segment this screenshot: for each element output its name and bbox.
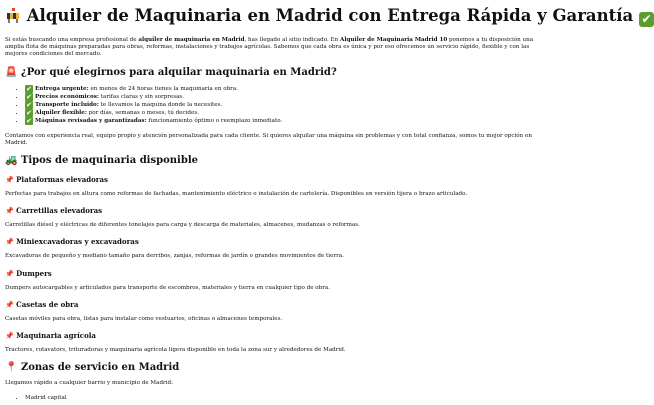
type-desc: Carretillas diésel y eléctricas de diferentes tonelajes para carga y descarga de materiales, almacenes, mudanzas o reformas. <box>5 222 360 229</box>
intro-text-3: ponemos a tu disposición una amplia flota de máquinas preparadas para obras, reformas, instalaciones y trabajos agrícolas. Sabemos que cada obra es única y por eso ofrecemos un servicio rápido, flexible y con las mejores condiciones del mercado. <box>5 37 534 58</box>
check-icon: ✔ <box>26 84 32 93</box>
type-title-text: Plataformas elevadoras <box>16 175 108 185</box>
item-text: tarifas claras y sin sorpresas. <box>98 93 185 100</box>
type-title-text: Carretillas elevadoras <box>16 206 103 216</box>
pushpin-icon: 📌 <box>5 269 14 278</box>
type-title-text: Maquinaria agrícola <box>16 331 96 341</box>
type-desc: Tractores, rotavators, trituradoras y maquinaria agrícola ligera disponible en toda la zona sur y alrededores de Madrid. <box>5 347 346 354</box>
list-item <box>25 93 535 101</box>
type-desc: Excavadoras de pequeño y mediano tamaño para derribos, zanjas, reformas de jardín o grandes movimientos de tierra. <box>5 253 344 260</box>
intro-text-2: , has llegado al sitio indicado. En <box>244 37 341 43</box>
why-closing: Contamos con experiencia real, equipo propio y atención personalizada para cada cliente. Si quieres alquilar una máquina sin problemas y con total confianza, somos tu mejor opción en Madrid. <box>5 132 532 146</box>
check-icon: ✔ <box>26 100 32 109</box>
types-heading <box>5 155 535 167</box>
pushpin-icon: 📌 <box>5 300 14 309</box>
type-title <box>5 206 535 216</box>
type-title-text: Dumpers <box>16 268 52 278</box>
list-item <box>25 109 535 117</box>
item-bold: Precios económicos: <box>35 93 99 100</box>
item-text: por días, semanas o meses, tú decides. <box>86 109 199 116</box>
type-title <box>5 331 535 341</box>
item-bold: Entrega urgente: <box>35 85 89 92</box>
type-title <box>5 175 535 185</box>
pushpin-icon: 📌 <box>5 207 14 216</box>
intro-bold-2: Alquiler de Maquinaria Madrid 10 <box>340 37 448 43</box>
why-heading-text: ¿Por qué elegirnos para alquilar maquinaria en Madrid? <box>20 66 337 78</box>
list-item <box>25 101 535 109</box>
zones-heading-text: Zonas de servicio en Madrid <box>20 362 180 374</box>
check-icon: ✔ <box>26 92 32 101</box>
check-icon: ✔ <box>639 12 654 27</box>
item-bold: Máquinas revisadas y garantizadas: <box>35 117 147 124</box>
page-title <box>5 6 652 27</box>
type-desc: Perfectas para trabajos en altura como reformas de fachadas, mantenimiento eléctrico o instalación de cartelería. Disponibles en versión tijera o brazo articulado. <box>5 191 468 198</box>
siren-icon: 🚨 <box>5 66 18 78</box>
check-icon: ✔ <box>26 108 32 117</box>
list-item <box>25 85 535 93</box>
type-title <box>5 237 535 247</box>
why-heading <box>5 67 535 79</box>
item-text: te llevamos la máquina donde la necesites. <box>98 101 223 108</box>
list-item <box>25 117 535 125</box>
type-title <box>5 300 535 310</box>
list-item: • Madrid capital <box>25 395 535 401</box>
item-text: funcionamiento óptimo o reemplazo inmediato. <box>146 117 283 124</box>
type-title-text: Casetas de obra <box>16 299 79 309</box>
title-text: Alquiler de Maquinaria en Madrid con Entrega Rápida y Garantía <box>26 6 634 25</box>
construction-icon <box>5 6 21 26</box>
intro-text-1: Si estás buscando una empresa profesional de <box>5 37 139 43</box>
type-desc: Casetas móviles para obra, listas para instalar como vestuarios, oficinas o almacenes temporales. <box>5 315 283 322</box>
pushpin-icon: 📌 <box>5 238 14 247</box>
type-title-text: Miniexcavadoras y excavadoras <box>16 237 139 247</box>
types-heading-text: Tipos de maquinaria disponible <box>20 155 198 167</box>
why-list <box>5 85 535 125</box>
pushpin-icon: 📌 <box>5 332 14 341</box>
item-text: en menos de 24 horas tienes la maquinaria en obra. <box>88 85 238 92</box>
item-bold: Alquiler flexible: <box>35 109 87 116</box>
zones-intro: Llegamos rápido a cualquier barrio y municipio de Madrid: <box>5 380 173 387</box>
zones-list <box>5 395 535 401</box>
item-bold: Transporte incluido: <box>35 101 99 108</box>
zones-heading <box>5 362 535 374</box>
tractor-icon: 🚜 <box>5 155 18 167</box>
round-pushpin-icon: 📍 <box>5 362 18 374</box>
intro-paragraph <box>5 37 535 59</box>
pushpin-icon: 📌 <box>5 176 14 185</box>
intro-bold-1: alquiler de maquinaria en Madrid <box>138 37 245 43</box>
type-title <box>5 269 535 279</box>
check-icon: ✔ <box>26 116 32 125</box>
type-desc: Dumpers autocargables y articulados para transporte de escombros, materiales y tierra en cualquier tipo de obra. <box>5 284 331 291</box>
